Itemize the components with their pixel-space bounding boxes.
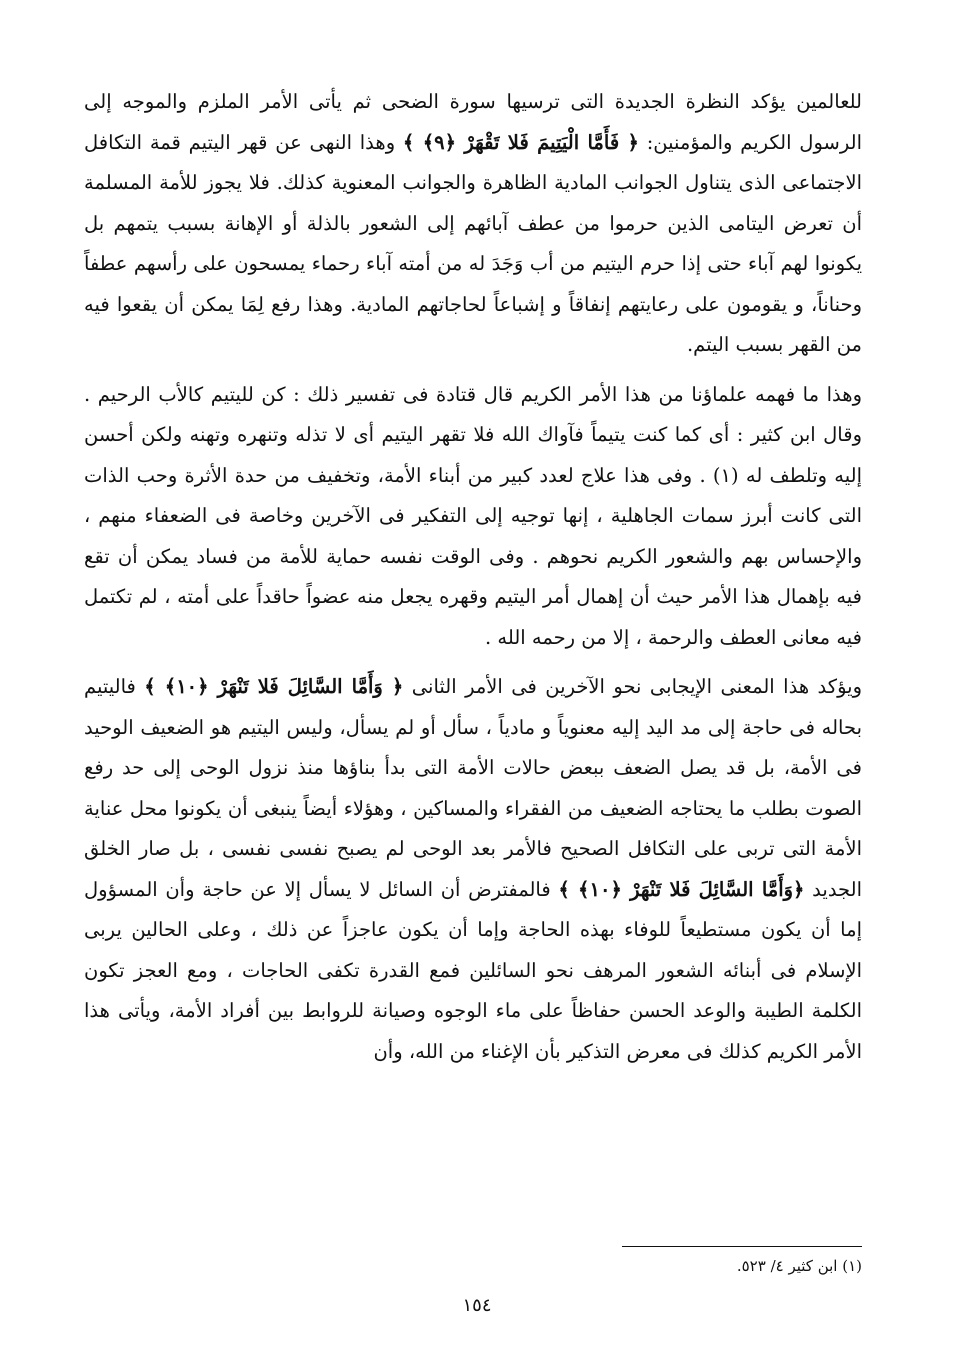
paragraph-text: للعالمين يؤكد النظرة الجديدة التى ترسيها سورة الضحى ثم يأتى الأمر الملزم والموجه إلى الرسول الكريم والمؤمنين: bbox=[84, 90, 863, 154]
quran-verse-sail: ﴿ وَأَمَّا السَّائِلَ فَلا تَنْهَرْ ﴿١٠﴾ ﴾ bbox=[144, 675, 404, 698]
quran-verse-yatim: ﴿ فَأَمَّا الْيَتِيمَ فَلا تَقْهَرْ ﴿٩﴾ ﴾ bbox=[402, 130, 639, 154]
paragraph-text: فالمفترض أن السائل لا يسأل إلا عن حاجة وأن المسؤول إما أن يكون مستطيعاً للوفاء بهذه الحاجة وإما أن يكون عاجزاً عن ذلك ، وعلى الحالين يربى الإسلام فى أبنائه الشعور المرهف نحو السائلين فمع القدرة تكفى الحاجات ، ومع العجز تكون الكلمة الطيبة والوعد الحسن حفاظاً على ماء الوجوه وصيانة للروابط بين أفراد الأمة، ويأتى هذا الأمر الكريم كذلك فى معرض التذكير بأن الإغناء من الله، وأن bbox=[84, 877, 862, 1063]
paragraph-text: ويؤكد هذا المعنى الإيجابى نحو الآخرين فى الأمر الثانى bbox=[403, 675, 862, 698]
paragraph-1 bbox=[84, 82, 862, 366]
paragraph-3 bbox=[84, 667, 862, 1072]
footnote: (١) ابن كثير ٤/ ٥٢٣. bbox=[736, 1257, 862, 1275]
paragraph-text: وهذا ما فهمه علماؤنا من هذا الأمر الكريم قال قتادة فى تفسير ذلك : كن لليتيم كالأب الرحيم . وقال ابن كثير : أى كما كنت يتيماً فآواك الله فلا تقهر اليتيم أى لا تذله وتنهره وتهنه ولكن أحسن إليه وتلطف له (١) . وفى هذا علاج لعدد كبير من أبناء الأمة، وتخفيف من حدة الأثرة وحب الذات التى كانت أبرز سمات الجاهلية ، إنها توجيه إلى التفكير فى الآخرين وخاصة فى الضعفاء منهم ، والإحساس بهم والشعور الكريم نحوهم . وفى الوقت نفسه حماية للأمة من فساد يمكن أن تقع فيه بإهمال هذا الأمر حيث أن إهمال أمر اليتيم وقهره يجعل منه عضواً حاقداً على أمته ، لم تكتمل فيه معانى العطف والرحمة ، إلا من رحمه الله . bbox=[84, 382, 862, 649]
quran-verse-sail: ﴿وَأَمَّا السَّائِلَ فَلا تَنْهَرْ ﴿١٠﴾ ﴾ bbox=[558, 877, 805, 901]
page-number: ١٥٤ bbox=[462, 1295, 492, 1316]
paragraph-2 bbox=[84, 375, 862, 659]
footnote-divider bbox=[622, 1246, 862, 1247]
paragraph-text: فاليتيم بحاله فى حاجة إلى مد اليد إليه معنوياً و مادياً ، سأل أو لم يسأل، وليس اليتيم هو الضعيف الوحيد فى الأمة، بل قد يصل الضعف ببعض حالات الأمة التى بدأ بناؤها منذ نزول الوحى إلى حد رفع الصوت بطلب ما يحتاجه الضعيف من الفقراء والمساكين ، وهؤلاء أيضاً ينبغى أن يكونوا محل عناية الأمة التى تربى على التكافل الصحيح فالأمر بعد الوحى لم يصبح نفسى نفسى ، بل صار الخلق الجديد bbox=[84, 675, 863, 901]
body-text bbox=[84, 82, 862, 1072]
paragraph-text: وهذا النهى عن قهر اليتيم قمة التكافل الاجتماعى الذى يتناول الجوانب المادية الظاهرة والجوانب المعنوية كذلك. فلا يجوز للأمة المسلمة أن تعرض اليتامى الذين حرموا من عطف آبائهم إلى الشعور بالذلة أو الإهانة بسبب يتمهم بل يكونوا لهم آباء حتى إذا حرم اليتيم من أب وَجَدَ له من أمته آباء رحماء يمسحون على رأسهم عطفاً وحناناً، و يقومون على رعايتهم إنفاقاً و إشباعاً لحاجاتهم المادية. وهذا رفع لِمَا يمكن أن يقعوا فيه من القهر بسبب اليتم. bbox=[84, 130, 862, 356]
